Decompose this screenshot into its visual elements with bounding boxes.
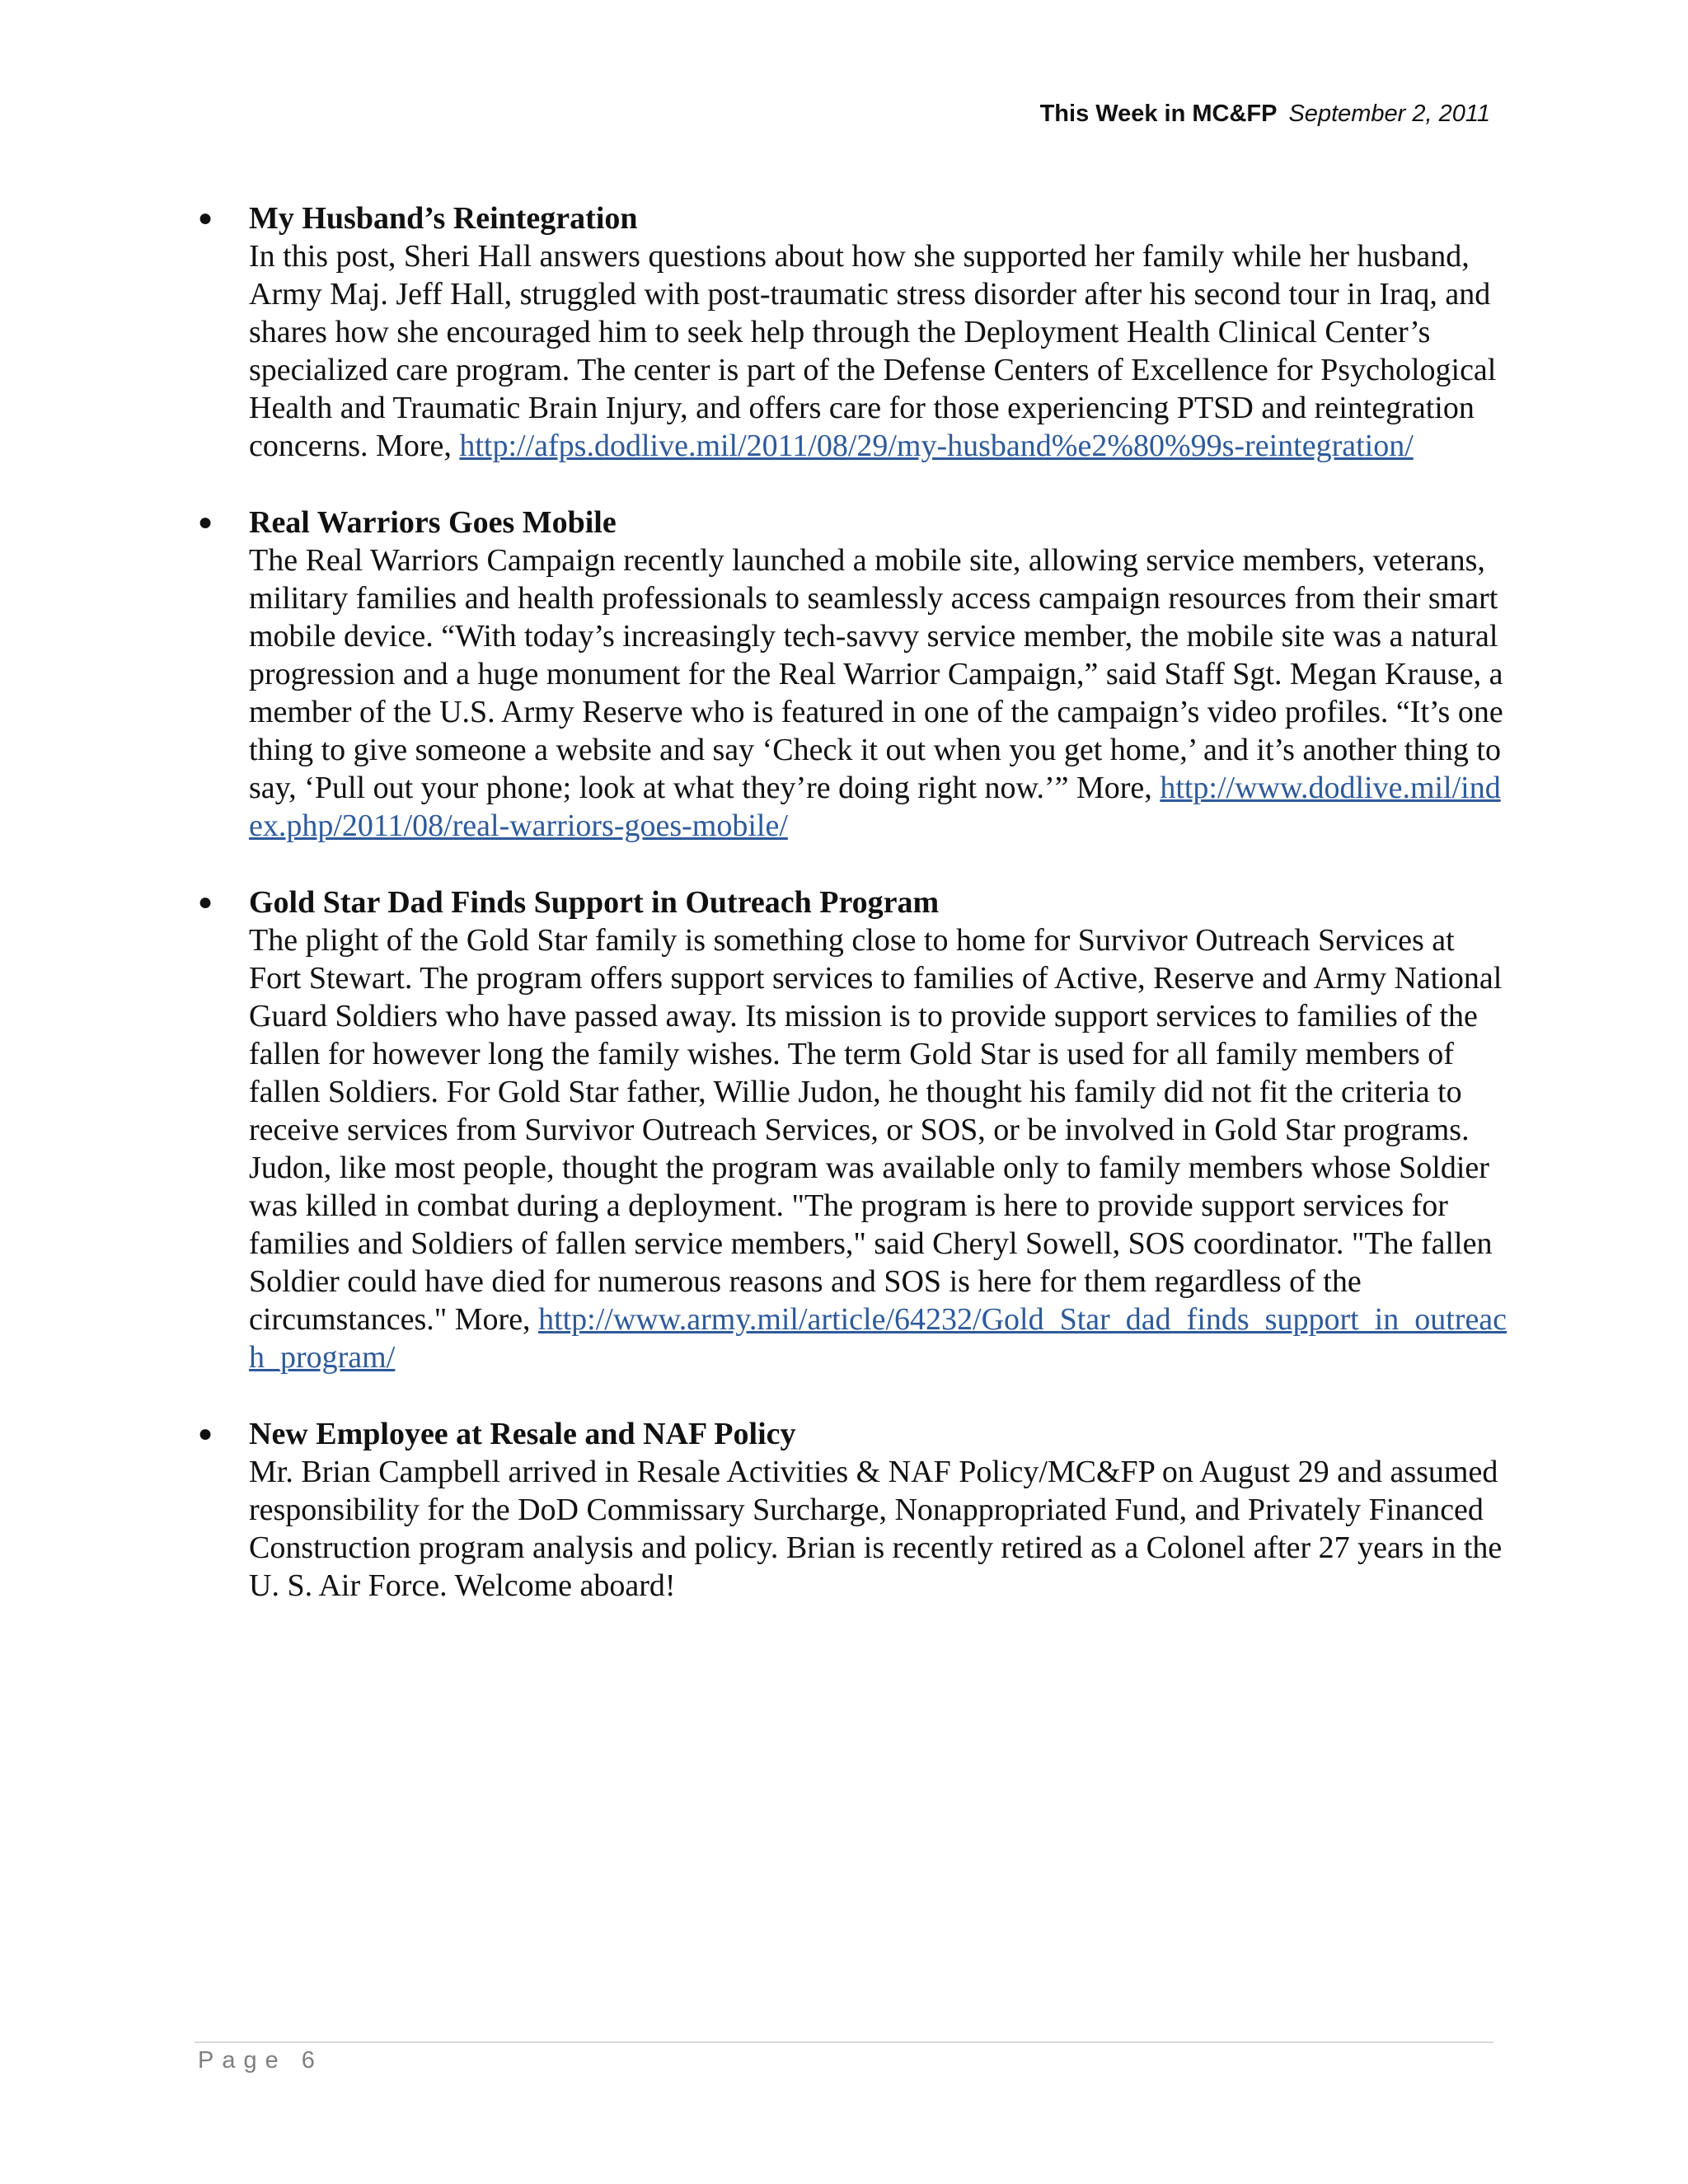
bullet-icon: ● bbox=[198, 204, 213, 232]
article-link[interactable]: http://www.army.mil/article/64232/Gold_Star_dad_finds_support_in_outreach_program/ bbox=[249, 1302, 1507, 1375]
article-list bbox=[198, 199, 1510, 1643]
article-item bbox=[198, 1415, 1510, 1605]
article-link[interactable]: http://www.dodlive.mil/index.php/2011/08/real-warriors-goes-mobile/ bbox=[249, 771, 1501, 843]
article-item bbox=[198, 199, 1510, 465]
article-link[interactable]: http://afps.dodlive.mil/2011/08/29/my-husband%e2%80%99s-reintegration/ bbox=[459, 429, 1414, 463]
footer-divider bbox=[195, 2041, 1493, 2043]
article-text: The plight of the Gold Star family is something close to home for Survivor Outreach Services at Fort Stewart. The program offers support services to families of Active, Reserve and Army National Guard Soldiers who have passed away. Its mission is to provide support services to families of the fallen for however long the family wishes. The term Gold Star is used for all family members of fallen Soldiers. For Gold Star father, Willie Judon, he thought his family did not fit the criteria to receive services from Survivor Outreach Services, or SOS, or be involved in Gold Star programs. Judon, like most people, thought the program was available only to family members whose Soldier was killed in combat during a deployment. "The program is here to provide support services for families and Soldiers of fallen service members," said Cheryl Sowell, SOS coordinator. "The fallen Soldier could have died for numerous reasons and SOS is here for them regardless of the circumstances." More, bbox=[249, 923, 1503, 1337]
article-body bbox=[249, 237, 1510, 465]
article-title: My Husband’s Reintegration bbox=[249, 201, 638, 236]
article-text: The Real Warriors Campaign recently launched a mobile site, allowing service members, veterans, military families and health professionals to seamlessly access campaign resources from their smart mobile device. “With today’s increasingly tech-savvy service member, the mobile site was a natural progression and a huge monument for the Real Warrior Campaign,” said Staff Sgt. Megan Krause, a member of the U.S. Army Reserve who is featured in one of the campaign’s video profiles. “It’s one thing to give someone a website and say ‘Check it out when you get home,’ and it’s another thing to say, ‘Pull out your phone; look at what they’re doing right now.’” More, bbox=[249, 543, 1503, 805]
article-title: New Employee at Resale and NAF Policy bbox=[249, 1417, 796, 1451]
page-number: Page 6 bbox=[198, 2047, 323, 2074]
article-title: Gold Star Dad Finds Support in Outreach Program bbox=[249, 885, 940, 920]
newsletter-title: This Week in MC&FP bbox=[1039, 101, 1278, 127]
article-item bbox=[198, 504, 1510, 845]
article-body bbox=[249, 541, 1510, 845]
article-body: Mr. Brian Campbell arrived in Resale Activities & NAF Policy/MC&FP on August 29 and assumed responsibility for the DoD Commissary Surcharge, Nonappropriated Fund, and Privately Financed Construction program analysis and policy. Brian is recently retired as a Colonel after 27 years in the U. S. Air Force. Welcome aboard! bbox=[249, 1455, 1503, 1603]
bullet-icon: ● bbox=[198, 1420, 213, 1447]
article-title: Real Warriors Goes Mobile bbox=[249, 505, 617, 540]
bullet-icon: ● bbox=[198, 509, 213, 536]
article-item bbox=[198, 883, 1510, 1376]
bullet-icon: ● bbox=[198, 888, 213, 916]
article-text: In this post, Sheri Hall answers questions about how she supported her family while her husband, Army Maj. Jeff Hall, struggled with post-traumatic stress disorder after his second tour in Iraq, and shares how she encouraged him to seek help through the Deployment Health Clinical Center’s specialized care program. The center is part of the Defense Centers of Excellence for Psychological Health and Traumatic Brain Injury, and offers care for those experiencing PTSD and reintegration concerns. More, bbox=[249, 239, 1497, 463]
page-header bbox=[1040, 101, 1490, 128]
article-body bbox=[249, 921, 1510, 1376]
newsletter-date: September 2, 2011 bbox=[1288, 101, 1490, 127]
